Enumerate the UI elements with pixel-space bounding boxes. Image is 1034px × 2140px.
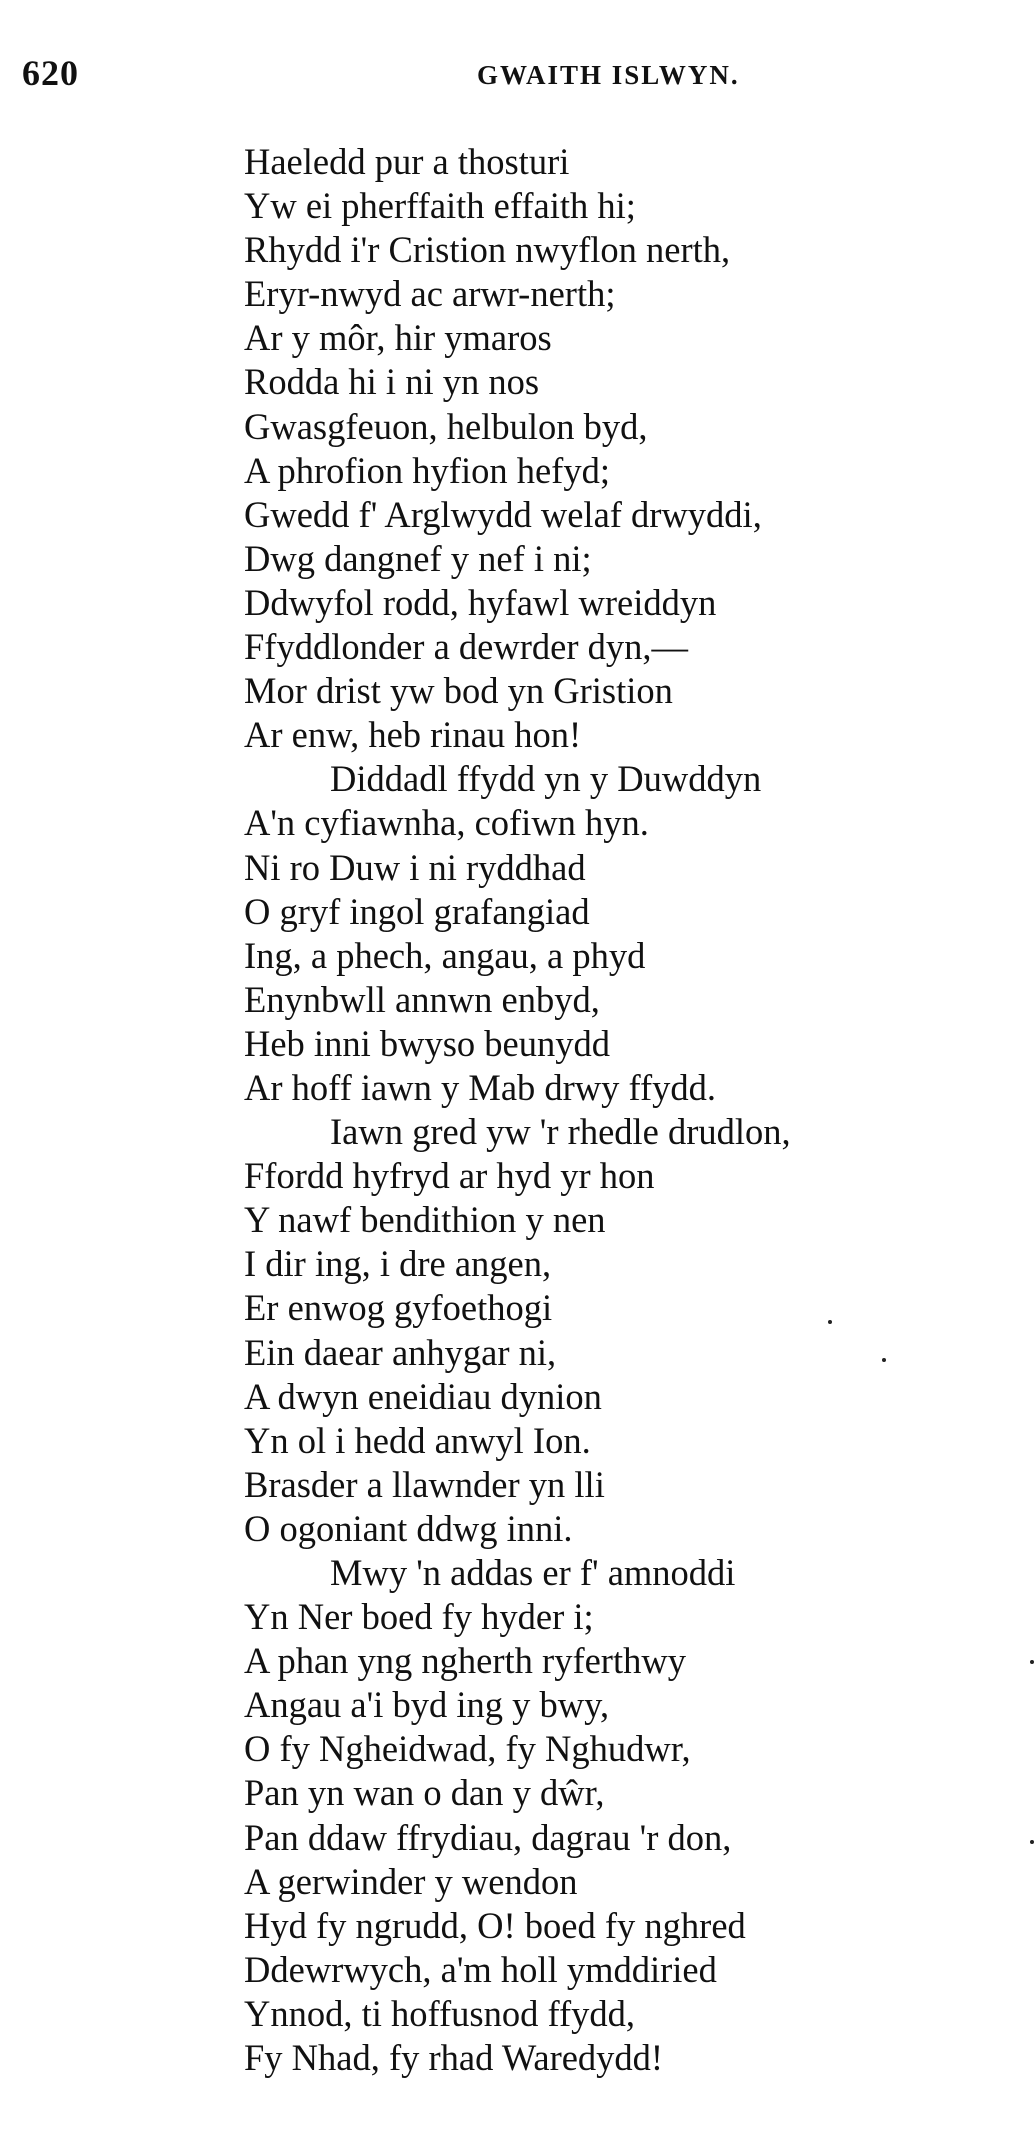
poem-line: Ni ro Duw i ni ryddhad	[244, 846, 586, 888]
poem-line: Ein daear anhygar ni,	[244, 1331, 557, 1373]
poem-line: Pan yn wan o dan y dŵr,	[244, 1772, 605, 1814]
poem-text	[244, 140, 1024, 2080]
poem-line: O fy Ngheidwad, fy Nghudwr,	[244, 1728, 691, 1770]
poem-line: Er enwog gyfoethogi	[244, 1287, 553, 1329]
poem-line: Yn ol i hedd anwyl Ion.	[244, 1419, 591, 1461]
print-speck	[828, 1320, 832, 1324]
running-title: GWAITH ISLWYN.	[477, 60, 740, 90]
poem-line: Ar enw, heb rinau hon!	[244, 714, 582, 756]
poem-line: Hyd fy ngrudd, O! boed fy nghred	[244, 1904, 746, 1946]
poem-line: Mor drist yw bod yn Gristion	[244, 670, 673, 712]
poem-line: Dwg dangnef y nef i ni;	[244, 537, 592, 579]
print-speck	[882, 1358, 886, 1362]
poem-line: Rhydd i'r Cristion nwyflon nerth,	[244, 229, 731, 271]
poem-line: A phrofion hyfion hefyd;	[244, 449, 610, 491]
poem-line: Enynbwll annwn enbyd,	[244, 978, 600, 1020]
poem-line: Ffordd hyfryd ar hyd yr hon	[244, 1155, 655, 1197]
poem-line: Iawn gred yw 'r rhedle drudlon,	[330, 1111, 791, 1153]
poem-line: I dir ing, i dre angen,	[244, 1243, 552, 1285]
poem-line: Ynnod, ti hoffusnod ffydd,	[244, 1992, 636, 2034]
poem-line: Yn Ner boed fy hyder i;	[244, 1596, 594, 1638]
poem-line: Yw ei pherffaith effaith hi;	[244, 185, 636, 227]
poem-line: Angau a'i byd ing y bwy,	[244, 1684, 610, 1726]
poem-line: Ar hoff iawn y Mab drwy ffydd.	[244, 1066, 717, 1108]
poem-line: Rodda hi i ni yn nos	[244, 361, 540, 403]
poem-line: A gerwinder y wendon	[244, 1860, 578, 1902]
page-number: 620	[22, 53, 79, 93]
poem-line: Fy Nhad, fy rhad Waredydd!	[244, 2037, 664, 2079]
poem-line: Ddwyfol rodd, hyfawl wreiddyn	[244, 581, 717, 623]
poem-line: Ddewrwych, a'm holl ymddiried	[244, 1948, 717, 1990]
poem-line: Pan ddaw ffrydiau, dagrau 'r don,	[244, 1816, 732, 1858]
poem-line: A'n cyfiawnha, cofiwn hyn.	[244, 802, 649, 844]
poem-line: Heb inni bwyso beunydd	[244, 1022, 610, 1064]
poem-line: Ffyddlonder a dewrder dyn,—	[244, 626, 688, 668]
poem-line: O gryf ingol grafangiad	[244, 890, 590, 932]
print-speck	[1030, 1660, 1034, 1664]
poem-line: O ogoniant ddwg inni.	[244, 1507, 573, 1549]
poem-line: Ar y môr, hir ymaros	[244, 317, 552, 359]
poem-line: A phan yng ngherth ryferthwy	[244, 1640, 686, 1682]
poem-line: Eryr-nwyd ac arwr-nerth;	[244, 273, 616, 315]
poem-line: Mwy 'n addas er f' amnoddi	[330, 1552, 736, 1593]
poem-line: Gwasgfeuon, helbulon byd,	[244, 405, 648, 447]
print-speck	[1030, 1840, 1034, 1844]
poem-line: Gwedd f' Arglwydd welaf drwyddi,	[244, 493, 762, 535]
poem-line: Haeledd pur a thosturi	[244, 141, 570, 182]
poem-line: Y nawf bendithion y nen	[244, 1199, 606, 1241]
poem-line: Diddadl ffydd yn y Duwddyn	[330, 758, 762, 800]
poem-line: A dwyn eneidiau dynion	[244, 1375, 602, 1417]
poem-line: Brasder a llawnder yn lli	[244, 1463, 605, 1505]
poem-line: Ing, a phech, angau, a phyd	[244, 934, 646, 976]
